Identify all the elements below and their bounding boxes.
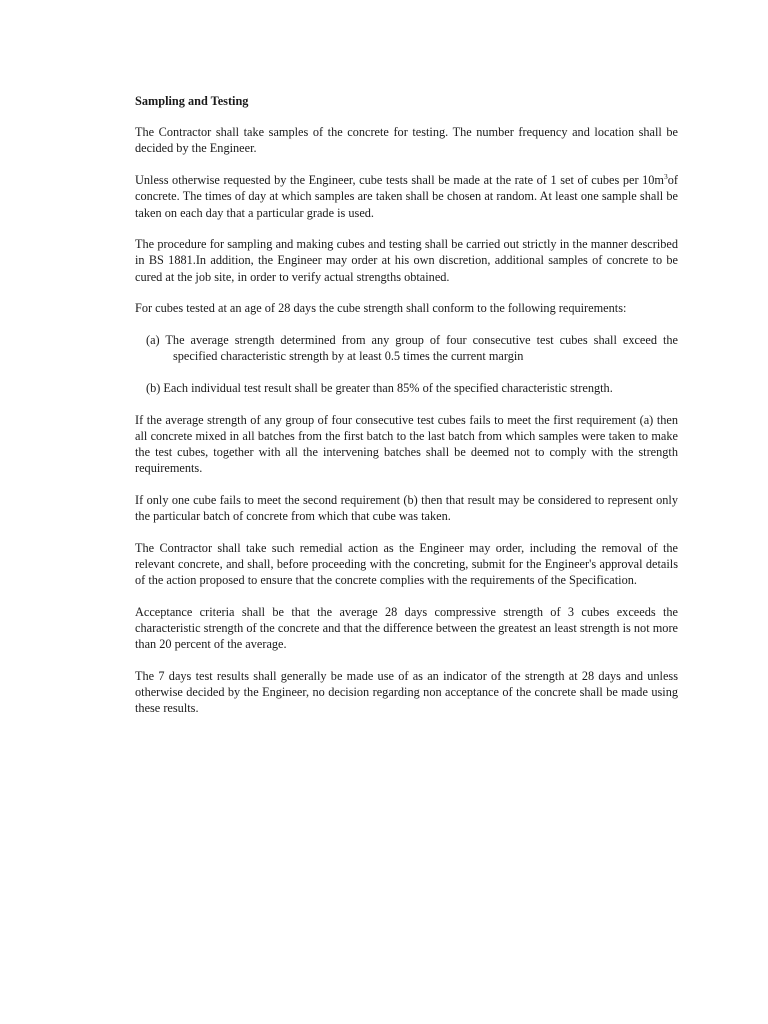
paragraph-acceptance-criteria: Acceptance criteria shall be that the average 28 days compressive strength of 3 cubes exceeds the characteristic strength of the concrete and that the difference between the greatest an least strength is not more than 20 percent of the average. bbox=[135, 604, 678, 652]
document-body bbox=[135, 93, 678, 732]
paragraph-single-cube-failure: If only one cube fails to meet the second requirement (b) then that result may be considered to represent only the particular batch of concrete from which that cube was taken. bbox=[135, 492, 678, 524]
paragraph-seven-day-results: The 7 days test results shall generally be made use of as an indicator of the strength at 28 days and unless otherwise decided by the Engineer, no decision regarding non acceptance of the concrete shall be made using these results. bbox=[135, 669, 678, 716]
requirement-item-a bbox=[133, 332, 678, 364]
paragraph-requirements-intro: For cubes tested at an age of 28 days the cube strength shall conform to the following requirements: bbox=[135, 301, 627, 316]
superscript-cubed: 3 bbox=[664, 172, 668, 182]
requirement-item-b-text: Each individual test result shall be greater than 85% of the specified characteristic strength. bbox=[163, 380, 613, 395]
list-marker-b: (b) bbox=[146, 380, 161, 395]
list-marker-a: (a) bbox=[146, 333, 160, 348]
paragraph-remedial-action: The Contractor shall take such remedial action as the Engineer may order, including the removal of the relevant concrete, and shall, before proceeding with the concreting, submit for the Engineer's approval details of the action proposed to ensure that the concrete complies with the requirements of the Specification. bbox=[135, 540, 678, 588]
paragraph-cube-rate-text-2: of concrete. The times of day at which samples are taken shall be chosen at random. At least one sample shall be taken on each day that a particular grade is used. bbox=[135, 173, 678, 220]
section-heading: Sampling and Testing bbox=[135, 94, 249, 108]
paragraph-cube-rate-text-1: Unless otherwise requested by the Engineer, cube tests shall be made at the rate of 1 set of cubes per 10m bbox=[135, 173, 664, 188]
requirement-item-b bbox=[133, 380, 678, 396]
paragraph-average-failure: If the average strength of any group of four consecutive test cubes fails to meet the first requirement (a) then all concrete mixed in all batches from the first batch to the last batch from which samples were taken to make the test cubes, together with all the intervening batches shall be deemed not to comply with the strength requirements. bbox=[135, 412, 678, 476]
requirement-item-a-text: The average strength determined from any group of four consecutive test cubes shall exceed the specified characteristic strength by at least 0.5 times the current margin bbox=[165, 333, 678, 364]
paragraph-sampling: The Contractor shall take samples of the concrete for testing. The number frequency and location shall be decided by the Engineer. bbox=[135, 125, 678, 156]
paragraph-cube-rate bbox=[135, 172, 678, 221]
paragraph-procedure: The procedure for sampling and making cubes and testing shall be carried out strictly in the manner described in BS 1881.In addition, the Engineer may order at his own discretion, additional samples of concrete to be cured at the job site, in order to verify actual strengths obtained. bbox=[135, 237, 678, 284]
